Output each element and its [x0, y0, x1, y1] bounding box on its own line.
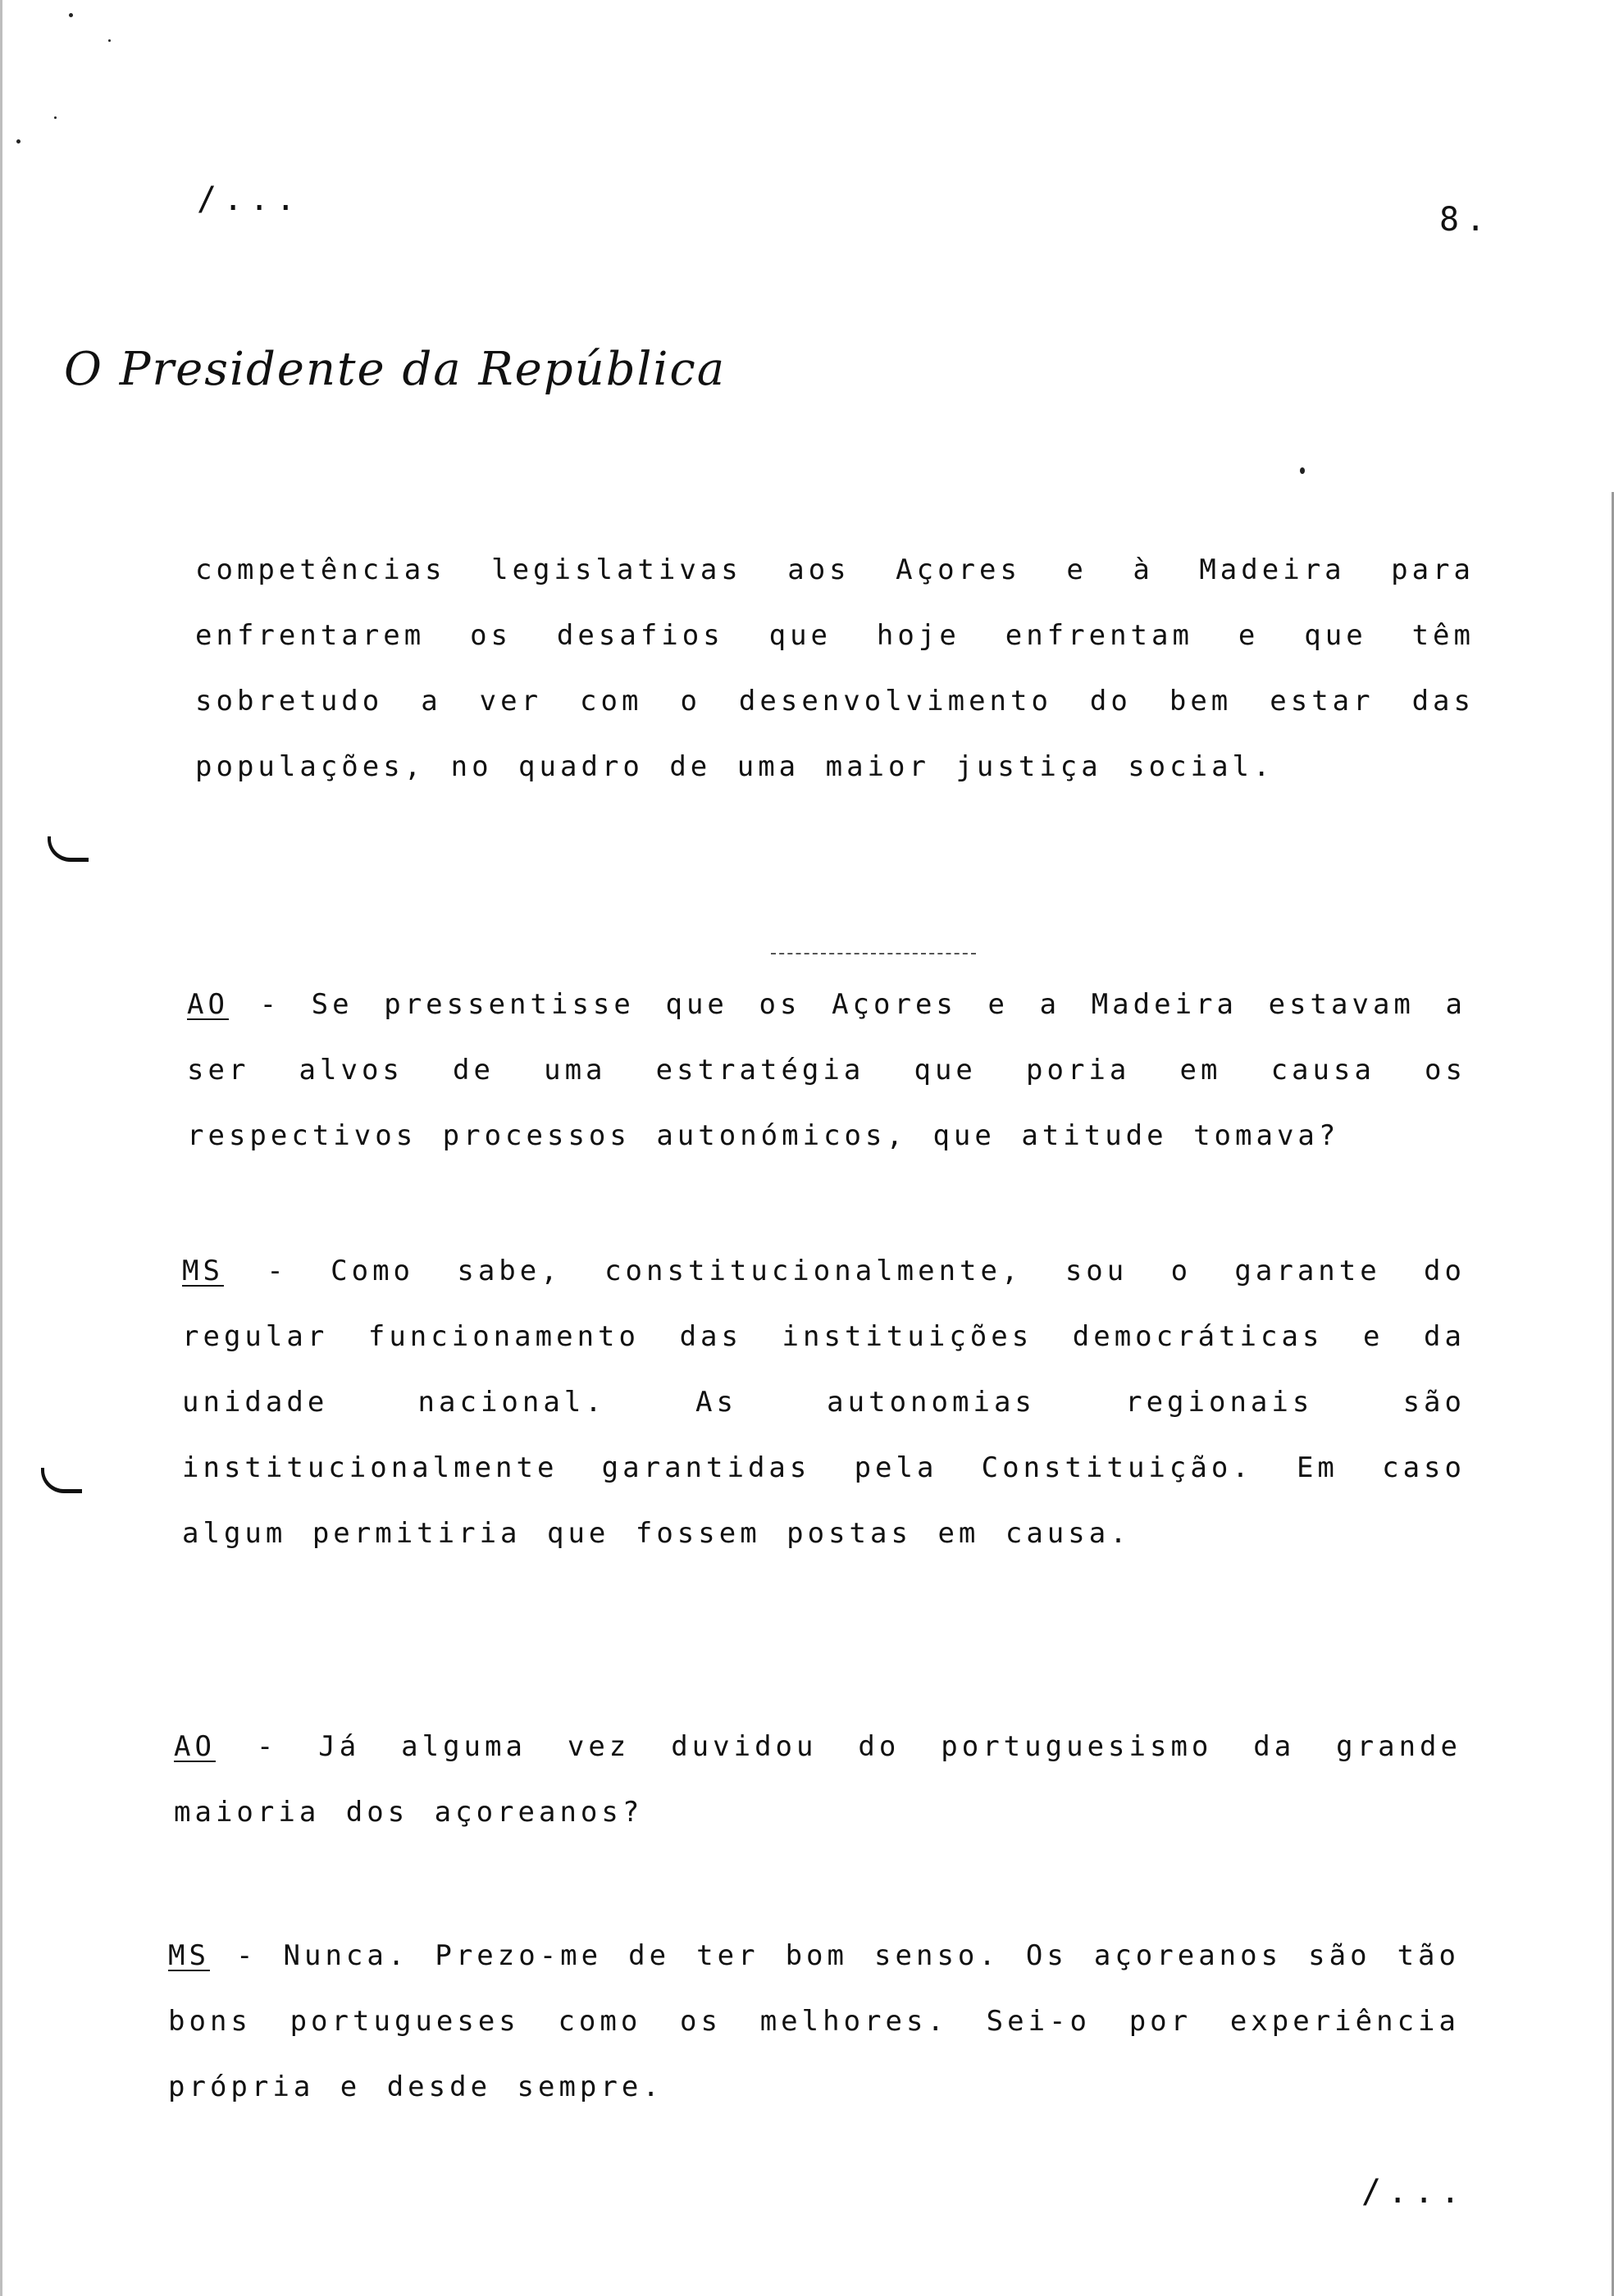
continued-marker-bottom: /... — [1361, 2173, 1467, 2211]
answer-1 — [182, 1238, 1466, 1566]
question-2 — [174, 1714, 1461, 1845]
answer-text: - Como sabe, constitucionalmente, sou o garante do regular funcionamento das instituições democráticas e da unidade nacional. As autonomias regionais são institucionalmente garantidas pela Constituição. Em caso algum permitiria que fossem postas em causa. — [182, 1255, 1466, 1550]
question-1 — [187, 972, 1466, 1168]
scan-speck — [16, 139, 21, 144]
scan-speck — [108, 39, 111, 42]
answer-2 — [168, 1923, 1460, 2120]
letterhead — [64, 318, 727, 417]
page-left-edge — [0, 0, 2, 2296]
paragraph-continuation — [195, 537, 1475, 800]
section-separator — [771, 953, 976, 954]
scan-speck — [69, 13, 73, 17]
margin-mark — [48, 836, 89, 862]
scan-speck — [1300, 467, 1305, 474]
question-text: - Se pressentisse que os Açores e a Madeira estavam a ser alvos de uma estratégia que poria em causa os respectivos processos autonómicos, que atitude tomava? — [187, 988, 1466, 1152]
speaker-label: MS — [168, 1939, 210, 1972]
margin-mark — [41, 1468, 82, 1493]
question-text: - Já alguma vez duvidou do portuguesismo da grande maioria dos açoreanos? — [174, 1730, 1461, 1829]
continued-marker-top: /... — [197, 180, 303, 218]
speaker-label: MS — [182, 1255, 224, 1287]
scan-speck — [54, 116, 57, 119]
speaker-label: AO — [187, 988, 229, 1021]
speaker-label: AO — [174, 1730, 216, 1763]
paragraph-text: competências legislativas aos Açores e à Madeira para enfrentarem os desafios que hoje enfrentam e que têm sobretudo a ver com o desenvolvimento do bem estar das populações, no quadro de uma maior justiça social. — [195, 554, 1475, 783]
page-number: 8. — [1439, 201, 1493, 239]
answer-text: - Nunca. Prezo-me de ter bom senso. Os açoreanos são tão bons portugueses como os melhores. Sei-o por experiência própria e desde sempre. — [168, 1939, 1460, 2103]
letterhead-text: O Presidente da República — [64, 343, 727, 396]
